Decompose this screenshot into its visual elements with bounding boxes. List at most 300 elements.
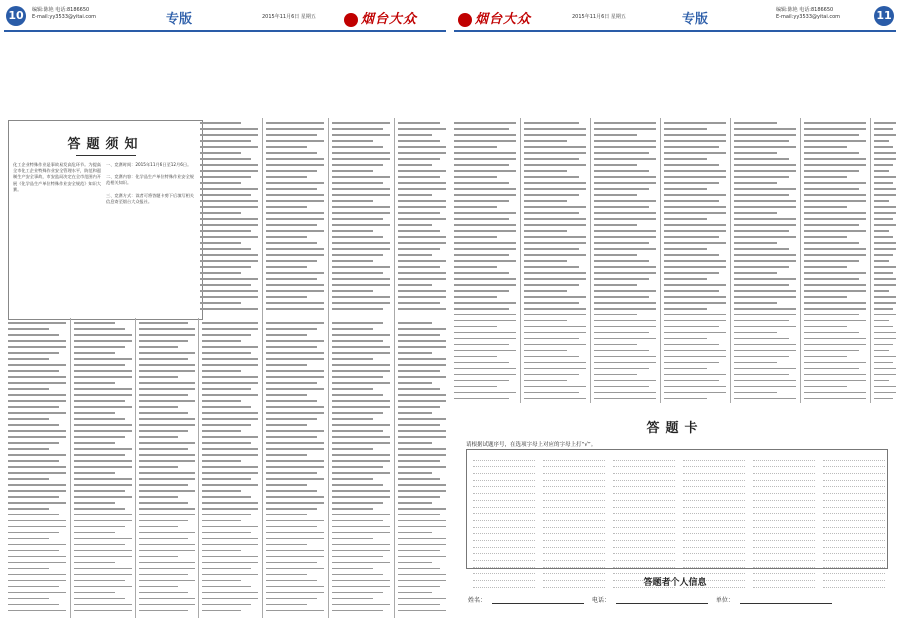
text-line: [454, 224, 516, 226]
text-line: [874, 356, 896, 358]
text-line: [266, 308, 324, 310]
answer-row[interactable]: [473, 534, 535, 541]
answer-row[interactable]: [683, 487, 745, 494]
text-line: [202, 586, 251, 588]
answer-row[interactable]: [753, 554, 815, 561]
answer-row[interactable]: [613, 554, 675, 561]
text-line: [398, 526, 446, 528]
text-line: [74, 460, 132, 462]
text-line: [804, 176, 847, 178]
text-line: [200, 272, 241, 274]
text-line: [398, 466, 446, 468]
text-line: [332, 254, 383, 256]
answer-row[interactable]: [683, 568, 745, 575]
answer-row[interactable]: [613, 534, 675, 541]
text-line: [874, 278, 896, 280]
text-line: [874, 272, 893, 274]
text-line: [524, 152, 586, 154]
text-line: [332, 442, 390, 444]
text-line: [594, 158, 656, 160]
text-line: [594, 350, 649, 352]
text-line: [734, 380, 796, 382]
text-line: [398, 478, 440, 480]
text-line: [454, 218, 509, 220]
notice-section-2: 二、竞赛内容：化学品生产单位特殊作业安全规范相关知识。: [106, 174, 194, 186]
answer-row[interactable]: [613, 494, 675, 501]
text-line: [8, 472, 66, 474]
text-line: [734, 128, 796, 130]
answer-row[interactable]: [473, 548, 535, 555]
answer-row[interactable]: [823, 494, 885, 501]
answer-row[interactable]: [613, 481, 675, 488]
text-line: [398, 574, 446, 576]
text-line: [874, 206, 896, 208]
answer-row[interactable]: [753, 541, 815, 548]
text-line: [266, 128, 324, 130]
answer-row[interactable]: [823, 534, 885, 541]
text-line: [398, 538, 446, 540]
text-line: [804, 398, 866, 400]
text-line: [804, 218, 866, 220]
text-line: [734, 320, 789, 322]
text-line: [524, 320, 567, 322]
text-line: [139, 484, 188, 486]
text-line: [804, 134, 859, 136]
text-line: [332, 230, 373, 232]
answer-row[interactable]: [613, 568, 675, 575]
answer-row[interactable]: [753, 467, 815, 474]
text-line: [398, 254, 432, 256]
text-line: [664, 194, 726, 196]
answer-row[interactable]: [683, 494, 745, 501]
text-line: [454, 308, 509, 310]
answer-row[interactable]: [683, 541, 745, 548]
text-line: [266, 544, 307, 546]
answer-row[interactable]: [683, 548, 745, 555]
answer-row[interactable]: [683, 481, 745, 488]
text-line: [266, 200, 324, 202]
text-line: [139, 394, 188, 396]
text-line: [664, 314, 726, 316]
answer-row[interactable]: [753, 521, 815, 528]
text-line: [8, 478, 49, 480]
answer-row[interactable]: [473, 501, 535, 508]
text-line: [266, 604, 307, 606]
text-line: [398, 260, 446, 262]
text-line: [664, 350, 726, 352]
answer-row[interactable]: [683, 508, 745, 515]
text-line: [74, 346, 125, 348]
text-line: [874, 254, 893, 256]
answer-row[interactable]: [823, 554, 885, 561]
answer-row[interactable]: [613, 561, 675, 568]
answer-sheet-grid[interactable]: [466, 449, 888, 569]
answer-row[interactable]: [473, 454, 535, 461]
text-line: [202, 520, 241, 522]
answer-row[interactable]: [543, 548, 605, 555]
text-line: [454, 182, 509, 184]
answer-row[interactable]: [683, 561, 745, 568]
answer-row[interactable]: [683, 474, 745, 481]
answer-row[interactable]: [613, 474, 675, 481]
text-line: [804, 140, 866, 142]
issue-date: 2015年11月6日 星期五: [572, 14, 626, 20]
answer-row[interactable]: [753, 481, 815, 488]
answer-row[interactable]: [473, 467, 535, 474]
text-line: [74, 430, 132, 432]
column-divider: [198, 318, 199, 618]
text-line: [524, 260, 567, 262]
name-field[interactable]: [492, 597, 584, 604]
text-line: [200, 176, 251, 178]
text-line: [524, 230, 567, 232]
text-line: [734, 230, 789, 232]
text-line: [664, 308, 707, 310]
text-line: [524, 188, 586, 190]
answer-row[interactable]: [473, 514, 535, 521]
question-column: [664, 118, 726, 403]
answer-row[interactable]: [683, 454, 745, 461]
text-line: [804, 194, 866, 196]
text-line: [874, 380, 889, 382]
answer-row[interactable]: [613, 521, 675, 528]
text-line: [74, 472, 115, 474]
text-line: [524, 182, 586, 184]
text-line: [594, 386, 649, 388]
text-line: [200, 278, 258, 280]
answer-row[interactable]: [473, 461, 535, 468]
text-line: [8, 574, 66, 576]
text-line: [332, 574, 383, 576]
text-line: [454, 206, 497, 208]
text-line: [398, 200, 446, 202]
answer-row[interactable]: [823, 548, 885, 555]
text-line: [594, 248, 656, 250]
text-line: [454, 368, 516, 370]
text-line: [664, 368, 707, 370]
text-line: [139, 352, 195, 354]
text-line: [266, 412, 324, 414]
text-line: [804, 374, 866, 376]
text-line: [74, 496, 132, 498]
text-line: [8, 436, 66, 438]
text-line: [398, 580, 446, 582]
text-line: [664, 362, 719, 364]
answer-row[interactable]: [473, 521, 535, 528]
answer-row[interactable]: [613, 487, 675, 494]
answer-row[interactable]: [823, 528, 885, 535]
text-line: [454, 296, 497, 298]
answer-row[interactable]: [823, 487, 885, 494]
answer-row[interactable]: [823, 568, 885, 575]
answer-row[interactable]: [473, 541, 535, 548]
unit-field[interactable]: [740, 597, 832, 604]
text-line: [266, 442, 324, 444]
text-line: [734, 140, 789, 142]
answer-row[interactable]: [823, 561, 885, 568]
text-line: [332, 212, 390, 214]
answer-row[interactable]: [543, 494, 605, 501]
text-line: [874, 320, 889, 322]
text-line: [266, 496, 324, 498]
answer-row[interactable]: [753, 474, 815, 481]
text-line: [594, 302, 656, 304]
answer-row[interactable]: [613, 541, 675, 548]
answer-row[interactable]: [613, 514, 675, 521]
text-line: [398, 460, 440, 462]
text-line: [74, 370, 132, 372]
text-line: [200, 182, 241, 184]
answer-row[interactable]: [543, 541, 605, 548]
text-line: [454, 272, 509, 274]
text-line: [398, 508, 446, 510]
text-line: [874, 290, 889, 292]
answer-row[interactable]: [753, 454, 815, 461]
text-line: [332, 176, 390, 178]
answer-row[interactable]: [823, 501, 885, 508]
text-line: [200, 128, 258, 130]
text-line: [398, 122, 440, 124]
answer-row[interactable]: [823, 521, 885, 528]
text-line: [202, 490, 241, 492]
text-line: [74, 442, 115, 444]
text-line: [332, 158, 390, 160]
text-line: [332, 484, 383, 486]
answer-row[interactable]: [543, 554, 605, 561]
text-line: [332, 424, 390, 426]
text-line: [664, 230, 726, 232]
answer-row[interactable]: [543, 481, 605, 488]
text-line: [398, 194, 432, 196]
text-line: [139, 580, 195, 582]
text-line: [874, 176, 896, 178]
text-line: [454, 152, 516, 154]
answer-row[interactable]: [543, 467, 605, 474]
text-line: [524, 398, 586, 400]
email-line: E-mail:yy3533@yitai.com: [32, 14, 97, 20]
text-line: [874, 326, 893, 328]
answer-row[interactable]: [473, 474, 535, 481]
answer-row[interactable]: [753, 508, 815, 515]
text-line: [454, 350, 516, 352]
answer-row[interactable]: [753, 461, 815, 468]
answer-row[interactable]: [753, 501, 815, 508]
column-divider: [70, 318, 71, 618]
text-line: [139, 322, 188, 324]
answer-row[interactable]: [473, 568, 535, 575]
text-line: [202, 604, 251, 606]
text-line: [8, 376, 66, 378]
text-line: [200, 158, 251, 160]
answer-row[interactable]: [473, 494, 535, 501]
text-line: [332, 592, 383, 594]
text-line: [524, 284, 579, 286]
answer-row[interactable]: [473, 487, 535, 494]
text-line: [266, 382, 317, 384]
answer-row[interactable]: [613, 461, 675, 468]
text-line: [524, 194, 579, 196]
text-line: [332, 308, 383, 310]
answer-row[interactable]: [543, 474, 605, 481]
answer-row[interactable]: [823, 454, 885, 461]
text-line: [398, 212, 440, 214]
answer-row[interactable]: [543, 461, 605, 468]
text-line: [200, 230, 251, 232]
text-line: [734, 386, 796, 388]
text-line: [804, 356, 847, 358]
answer-row[interactable]: [683, 534, 745, 541]
text-line: [664, 236, 719, 238]
answer-row[interactable]: [823, 541, 885, 548]
text-line: [332, 496, 390, 498]
text-line: [664, 260, 726, 262]
answer-row[interactable]: [823, 514, 885, 521]
answer-row[interactable]: [753, 561, 815, 568]
text-line: [202, 334, 251, 336]
text-line: [874, 152, 896, 154]
answer-row[interactable]: [683, 554, 745, 561]
answer-row[interactable]: [753, 548, 815, 555]
text-line: [74, 400, 125, 402]
answer-row[interactable]: [543, 514, 605, 521]
text-line: [200, 170, 258, 172]
answer-row[interactable]: [683, 521, 745, 528]
text-line: [266, 550, 324, 552]
text-line: [398, 448, 446, 450]
text-line: [454, 188, 516, 190]
issue-date: 2015年11月6日 星期五: [262, 14, 316, 20]
text-line: [266, 610, 324, 612]
text-line: [398, 176, 440, 178]
answer-row[interactable]: [683, 514, 745, 521]
text-line: [200, 164, 258, 166]
text-line: [874, 242, 896, 244]
text-line: [398, 376, 446, 378]
answer-row[interactable]: [613, 454, 675, 461]
text-line: [266, 340, 324, 342]
text-line: [804, 182, 866, 184]
text-line: [594, 368, 649, 370]
text-line: [594, 134, 637, 136]
text-line: [200, 242, 241, 244]
text-line: [734, 266, 789, 268]
answer-row[interactable]: [543, 521, 605, 528]
text-line: [524, 158, 579, 160]
text-line: [8, 610, 66, 612]
answer-row[interactable]: [473, 508, 535, 515]
answer-row[interactable]: [683, 501, 745, 508]
text-line: [74, 544, 125, 546]
text-line: [8, 544, 66, 546]
text-line: [266, 230, 324, 232]
answer-row[interactable]: [823, 481, 885, 488]
text-line: [202, 496, 251, 498]
answer-row[interactable]: [543, 501, 605, 508]
text-line: [139, 574, 188, 576]
answer-row[interactable]: [613, 501, 675, 508]
answer-row[interactable]: [543, 454, 605, 461]
answer-row[interactable]: [753, 514, 815, 521]
answer-row[interactable]: [613, 528, 675, 535]
text-line: [200, 260, 258, 262]
answer-row[interactable]: [543, 487, 605, 494]
text-line: [332, 382, 390, 384]
answer-row[interactable]: [823, 461, 885, 468]
text-line: [8, 526, 66, 528]
brand-logo-icon: [458, 13, 472, 27]
text-line: [804, 122, 866, 124]
text-line: [594, 398, 656, 400]
text-line: [594, 212, 656, 214]
text-line: [202, 580, 241, 582]
text-line: [594, 242, 649, 244]
answer-column: [683, 454, 745, 588]
newspaper-brand: [344, 8, 417, 27]
text-line: [874, 338, 896, 340]
text-line: [454, 356, 497, 358]
text-line: [664, 290, 719, 292]
text-line: [202, 442, 251, 444]
text-line: [734, 218, 796, 220]
text-line: [266, 592, 324, 594]
answer-row[interactable]: [753, 534, 815, 541]
text-line: [804, 392, 866, 394]
answer-row[interactable]: [543, 561, 605, 568]
text-line: [398, 158, 440, 160]
text-line: [74, 394, 132, 396]
answer-row[interactable]: [613, 548, 675, 555]
text-line: [332, 290, 373, 292]
answer-row[interactable]: [613, 467, 675, 474]
text-line: [266, 224, 317, 226]
answer-row[interactable]: [753, 568, 815, 575]
answer-row[interactable]: [543, 528, 605, 535]
answer-row[interactable]: [823, 474, 885, 481]
answer-row[interactable]: [473, 561, 535, 568]
text-line: [874, 230, 889, 232]
answer-row[interactable]: [683, 467, 745, 474]
answer-row[interactable]: [473, 528, 535, 535]
answer-row[interactable]: [473, 481, 535, 488]
answer-row[interactable]: [543, 568, 605, 575]
answer-row[interactable]: [473, 554, 535, 561]
answer-row[interactable]: [543, 534, 605, 541]
answer-row[interactable]: [683, 461, 745, 468]
text-line: [332, 182, 383, 184]
text-line: [804, 206, 847, 208]
answer-row[interactable]: [683, 528, 745, 535]
answer-row[interactable]: [823, 467, 885, 474]
answer-row[interactable]: [613, 508, 675, 515]
text-line: [398, 586, 440, 588]
answer-row[interactable]: [753, 487, 815, 494]
text-line: [734, 182, 777, 184]
answer-row[interactable]: [543, 508, 605, 515]
text-line: [8, 418, 49, 420]
text-line: [332, 454, 390, 456]
column-divider: [328, 118, 329, 618]
answer-row[interactable]: [753, 494, 815, 501]
text-line: [74, 568, 132, 570]
text-line: [398, 472, 432, 474]
text-line: [139, 424, 195, 426]
phone-field[interactable]: [616, 597, 708, 604]
text-line: [664, 302, 726, 304]
answer-row[interactable]: [753, 528, 815, 535]
text-line: [8, 466, 66, 468]
answer-row[interactable]: [823, 508, 885, 515]
text-line: [139, 388, 195, 390]
